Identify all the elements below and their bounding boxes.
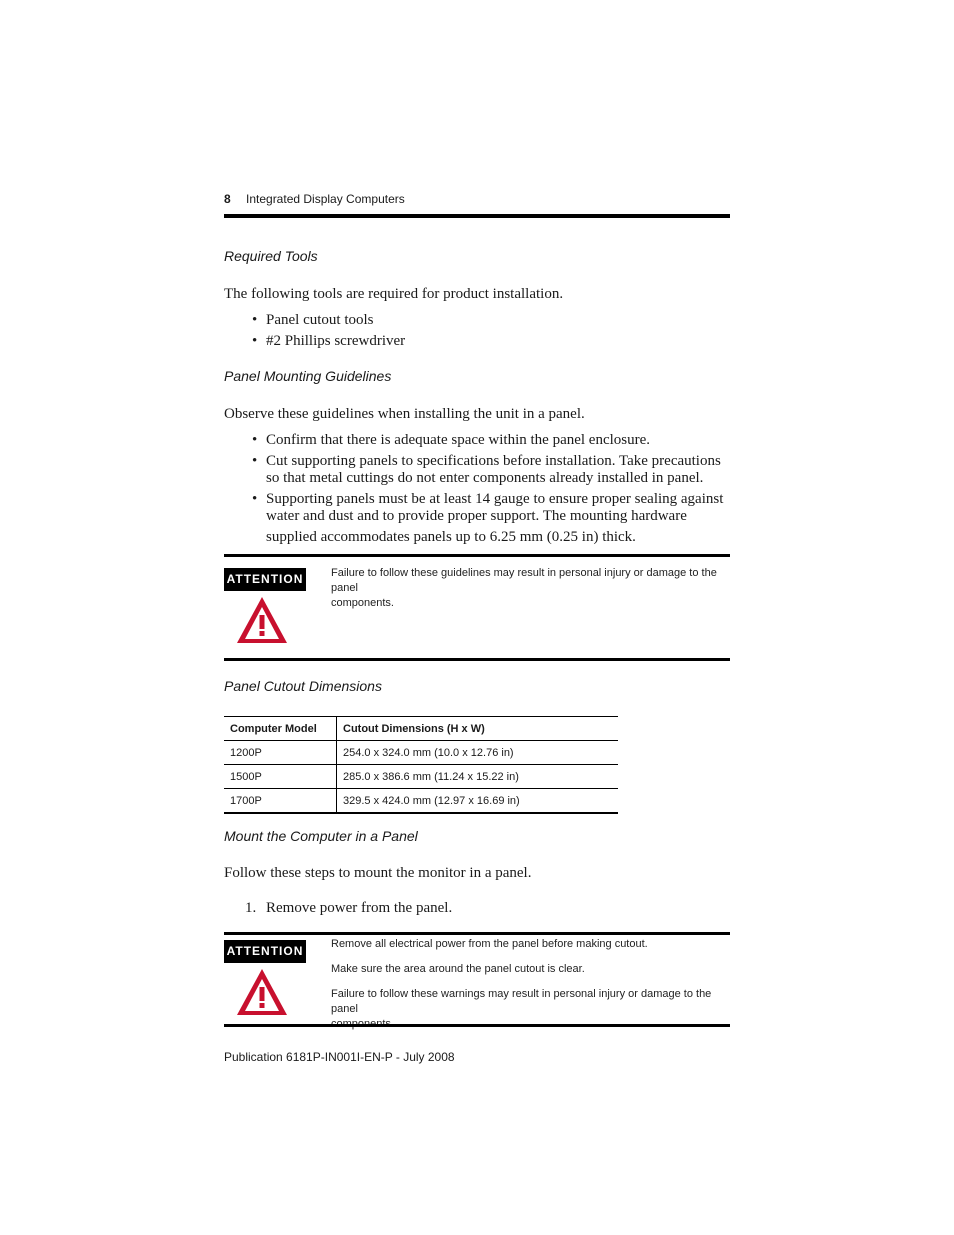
section-heading-panel-mounting-guidelines: Panel Mounting Guidelines xyxy=(224,368,392,384)
table-cell: 285.0 x 386.6 mm (11.24 x 15.22 in) xyxy=(343,770,519,783)
attention-bottom-rule xyxy=(224,1024,730,1027)
section-heading-mount-computer: Mount the Computer in a Panel xyxy=(224,828,418,844)
required-tools-list xyxy=(224,312,730,350)
attention-badge: ATTENTION xyxy=(224,940,306,963)
list-item: • Panel cutout tools xyxy=(252,312,374,328)
table-row xyxy=(224,789,618,814)
warning-triangle-icon xyxy=(234,594,290,651)
step-number: 1. xyxy=(245,900,257,916)
column-header: Cutout Dimensions (H x W) xyxy=(343,722,485,735)
section-heading-panel-cutout-dimensions: Panel Cutout Dimensions xyxy=(224,678,382,694)
attention-message: Failure to follow these warnings may result in personal injury or damage to the panel xyxy=(331,988,712,1015)
list-item: • #2 Phillips screwdriver xyxy=(252,333,406,349)
table-row xyxy=(224,765,618,789)
table-cell: 329.5 x 424.0 mm (12.97 x 16.69 in) xyxy=(343,794,520,807)
publication-footer: Publication 6181P-IN001I-EN-P - July 2008 xyxy=(224,1050,455,1064)
table-row xyxy=(224,741,618,765)
attention-badge: ATTENTION xyxy=(224,568,306,591)
attention-top-rule xyxy=(224,554,730,557)
guidelines-list xyxy=(224,432,730,546)
column-header: Computer Model xyxy=(224,717,337,741)
guidelines-intro: Observe these guidelines when installing the unit in a panel. xyxy=(224,406,585,422)
cutout-dimensions-table xyxy=(224,716,618,814)
attention-message: Failure to follow these guidelines may result in personal injury or damage to the panel components. xyxy=(331,567,717,609)
table-cell: 1700P xyxy=(224,789,337,814)
attention-bottom-rule xyxy=(224,658,730,661)
required-tools-intro: The following tools are required for product installation. xyxy=(224,286,564,302)
attention-message-line: Make sure the area around the panel cutout is clear. xyxy=(331,963,585,975)
warning-triangle-icon xyxy=(234,966,290,1023)
running-header-title: Integrated Display Computers xyxy=(246,192,405,206)
table-cell: 1200P xyxy=(224,741,337,765)
mount-intro: Follow these steps to mount the monitor in a panel. xyxy=(224,865,532,881)
table-cell: 254.0 x 324.0 mm (10.0 x 12.76 in) xyxy=(343,746,514,759)
list-item: • Supporting panels must be at least 14 gauge to ensure proper sealing against water and dust and to provide proper support. The mounting hardware supplied accommodates panels up to 6.25 mm (0.25 in) thick. xyxy=(252,491,724,545)
page-number: 8 xyxy=(224,192,231,206)
table-cell: 1500P xyxy=(224,765,337,789)
attention-message-line: Remove all electrical power from the panel before making cutout. xyxy=(331,938,648,950)
list-item: • Cut supporting panels to specifications before installation. Take precautions so that metal cuttings do not enter components already installed in panel. xyxy=(252,453,721,486)
table-header-row xyxy=(224,717,618,741)
section-heading-required-tools: Required Tools xyxy=(224,248,318,264)
attention-top-rule xyxy=(224,932,730,935)
header-rule xyxy=(224,214,730,218)
list-item: • Confirm that there is adequate space within the panel enclosure. xyxy=(252,432,651,448)
step-text: Remove power from the panel. xyxy=(266,900,453,916)
